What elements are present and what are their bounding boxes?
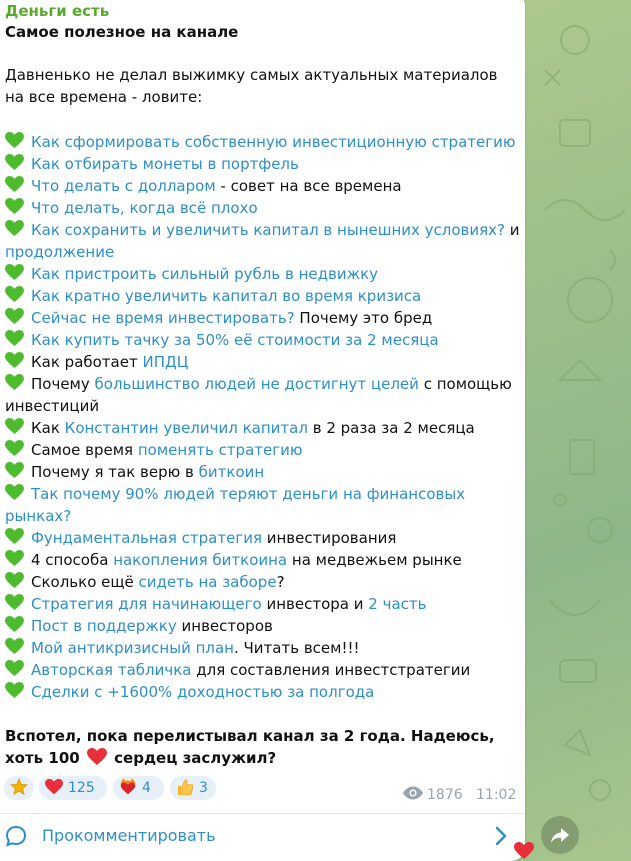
post-link[interactable]: биткоин <box>198 463 265 481</box>
post-link[interactable]: Мой антикризисный план <box>31 639 234 657</box>
post-link[interactable]: Как отбирать монеты в портфель <box>31 155 299 173</box>
post-link[interactable]: продолжение <box>5 243 115 261</box>
list-item <box>5 527 520 549</box>
green-heart-icon <box>5 308 24 325</box>
post-link[interactable]: Как пристроить сильный рубль в недвижку <box>31 265 379 283</box>
list-item <box>5 681 520 703</box>
list-item <box>5 373 520 417</box>
reaction-thumbs-up[interactable] <box>170 776 216 800</box>
post-link[interactable]: поменять стратегию <box>137 441 303 459</box>
list-item <box>5 329 520 351</box>
post-link-list <box>5 131 520 703</box>
post-text: - совет на все времена <box>215 177 402 195</box>
green-heart-icon <box>5 418 24 435</box>
green-heart-icon <box>5 616 24 633</box>
post-link[interactable]: Константин увеличил капитал <box>64 419 308 437</box>
green-heart-icon <box>5 462 24 479</box>
reaction-heart-on-fire-count: 4 <box>142 780 151 796</box>
post-link[interactable]: сидеть на заборе <box>138 573 277 591</box>
green-heart-icon <box>5 572 24 589</box>
post-text: Самое время <box>31 441 138 459</box>
outro-text-before: Вспотел, пока перелистывал канал за 2 года. Надеюсь, хоть 100 <box>5 727 495 767</box>
reaction-heart-on-fire[interactable] <box>113 776 164 800</box>
message-meta <box>402 786 516 803</box>
post-link[interactable]: Как сформировать собственную инвестиционную стратегию <box>31 133 516 151</box>
post-link[interactable]: накопления биткоина <box>113 551 288 569</box>
post-text: Почему я так верю в <box>31 463 199 481</box>
post-outro <box>5 725 517 769</box>
floating-heart-icon <box>513 842 535 860</box>
post-text: инвестора и <box>261 595 369 613</box>
post-text: Сколько ещё <box>31 573 139 591</box>
post-link[interactable]: Что делать, когда всё плохо <box>31 199 258 217</box>
heart-on-fire-icon <box>119 778 137 796</box>
list-item <box>5 615 520 637</box>
list-item <box>5 131 520 153</box>
reaction-heart[interactable] <box>39 776 107 800</box>
post-text: 4 способа <box>31 551 114 569</box>
reaction-thumbs-up-count: 3 <box>199 780 208 796</box>
comment-bubble-icon <box>5 825 27 847</box>
green-heart-icon <box>5 352 24 369</box>
post-link[interactable]: Так почему 90% людей теряют деньги на финансовых рынках? <box>5 485 466 525</box>
post-text: инвесторов <box>176 617 273 635</box>
green-heart-icon <box>5 638 24 655</box>
green-heart-icon <box>5 198 24 215</box>
post-link[interactable]: Как сохранить и увеличить капитал в нынешних условиях? <box>31 221 505 239</box>
channel-name[interactable]: Деньги есть <box>5 2 110 20</box>
list-item <box>5 219 520 263</box>
message-time: 11:02 <box>476 787 517 803</box>
post-link[interactable]: Сейчас не время инвестировать? <box>31 309 295 327</box>
green-heart-icon <box>5 286 24 303</box>
post-link[interactable]: Стратегия для начинающего <box>31 595 262 613</box>
share-button[interactable] <box>541 816 579 854</box>
post-intro: Давненько не делал выжимку самых актуальных материалов на все времена - ловите: <box>5 66 498 106</box>
list-item <box>5 307 520 329</box>
list-item <box>5 461 520 483</box>
post-link[interactable]: Фундаментальная стратегия <box>31 529 262 547</box>
post-text: Как работает <box>31 353 143 371</box>
green-heart-icon <box>5 528 24 545</box>
post-text: ? <box>276 573 285 591</box>
post-text: в 2 раза за 2 месяца <box>307 419 475 437</box>
reaction-star[interactable] <box>4 776 34 800</box>
green-heart-icon <box>5 154 24 171</box>
green-heart-icon <box>5 660 24 677</box>
list-item <box>5 285 520 307</box>
list-item <box>5 439 520 461</box>
chevron-right-icon <box>494 826 508 846</box>
post-link[interactable]: 2 часть <box>368 595 427 613</box>
list-item <box>5 483 520 527</box>
list-item <box>5 417 520 439</box>
green-heart-icon <box>5 594 24 611</box>
green-heart-icon <box>5 550 24 567</box>
star-icon <box>10 778 28 796</box>
post-text: Почему <box>31 375 95 393</box>
green-heart-icon <box>5 220 24 237</box>
post-text: Как <box>31 419 65 437</box>
green-heart-icon <box>5 440 24 457</box>
post-text: с помощью инвестиций <box>5 375 512 415</box>
red-heart-icon <box>87 748 107 766</box>
green-heart-icon <box>5 176 24 193</box>
green-heart-icon <box>5 330 24 347</box>
list-item <box>5 571 520 593</box>
list-item <box>5 351 520 373</box>
post-text: на медвежьем рынке <box>287 551 462 569</box>
post-text: для составления инвестстратегии <box>191 661 471 679</box>
post-link[interactable]: Авторская табличка <box>31 661 192 679</box>
green-heart-icon <box>5 682 24 699</box>
list-item <box>5 197 520 219</box>
reaction-heart-count: 125 <box>68 780 95 796</box>
post-link[interactable]: Как кратно увеличить капитал во время кризиса <box>31 287 422 305</box>
list-item <box>5 637 520 659</box>
thumbs-up-icon <box>176 778 194 796</box>
post-text: . Читать всем!!! <box>233 639 360 657</box>
post-link[interactable]: Как купить тачку за 50% её стоимости за 2 месяца <box>31 331 439 349</box>
post-link[interactable]: Сделки с +1600% доходностью за полгода <box>31 683 375 701</box>
green-heart-icon <box>5 484 24 501</box>
post-title: Самое полезное на канале <box>5 23 239 41</box>
green-heart-icon <box>5 374 24 391</box>
post-text: и <box>505 221 520 239</box>
outro-text-after: сердец заслужил? <box>108 749 277 767</box>
comment-label: Прокомментировать <box>42 826 216 845</box>
post-text: Почему это бред <box>294 309 433 327</box>
list-item <box>5 175 520 197</box>
post-link[interactable]: Пост в поддержку <box>31 617 177 635</box>
list-item <box>5 549 520 571</box>
post-text: инвестирования <box>261 529 397 547</box>
comments-divider <box>0 813 525 814</box>
heart-icon <box>45 778 63 796</box>
post-link[interactable]: ИПДЦ <box>142 353 189 371</box>
eye-icon <box>402 786 424 800</box>
list-item <box>5 593 520 615</box>
list-item <box>5 153 520 175</box>
post-link[interactable]: большинство людей не достигнут целей <box>94 375 419 393</box>
green-heart-icon <box>5 132 24 149</box>
post-link[interactable]: Что делать с долларом <box>31 177 216 195</box>
green-heart-icon <box>5 264 24 281</box>
list-item <box>5 263 520 285</box>
share-arrow-icon <box>550 825 570 845</box>
views-count: 1876 <box>427 787 463 803</box>
list-item <box>5 659 520 681</box>
comment-button[interactable] <box>0 818 525 854</box>
